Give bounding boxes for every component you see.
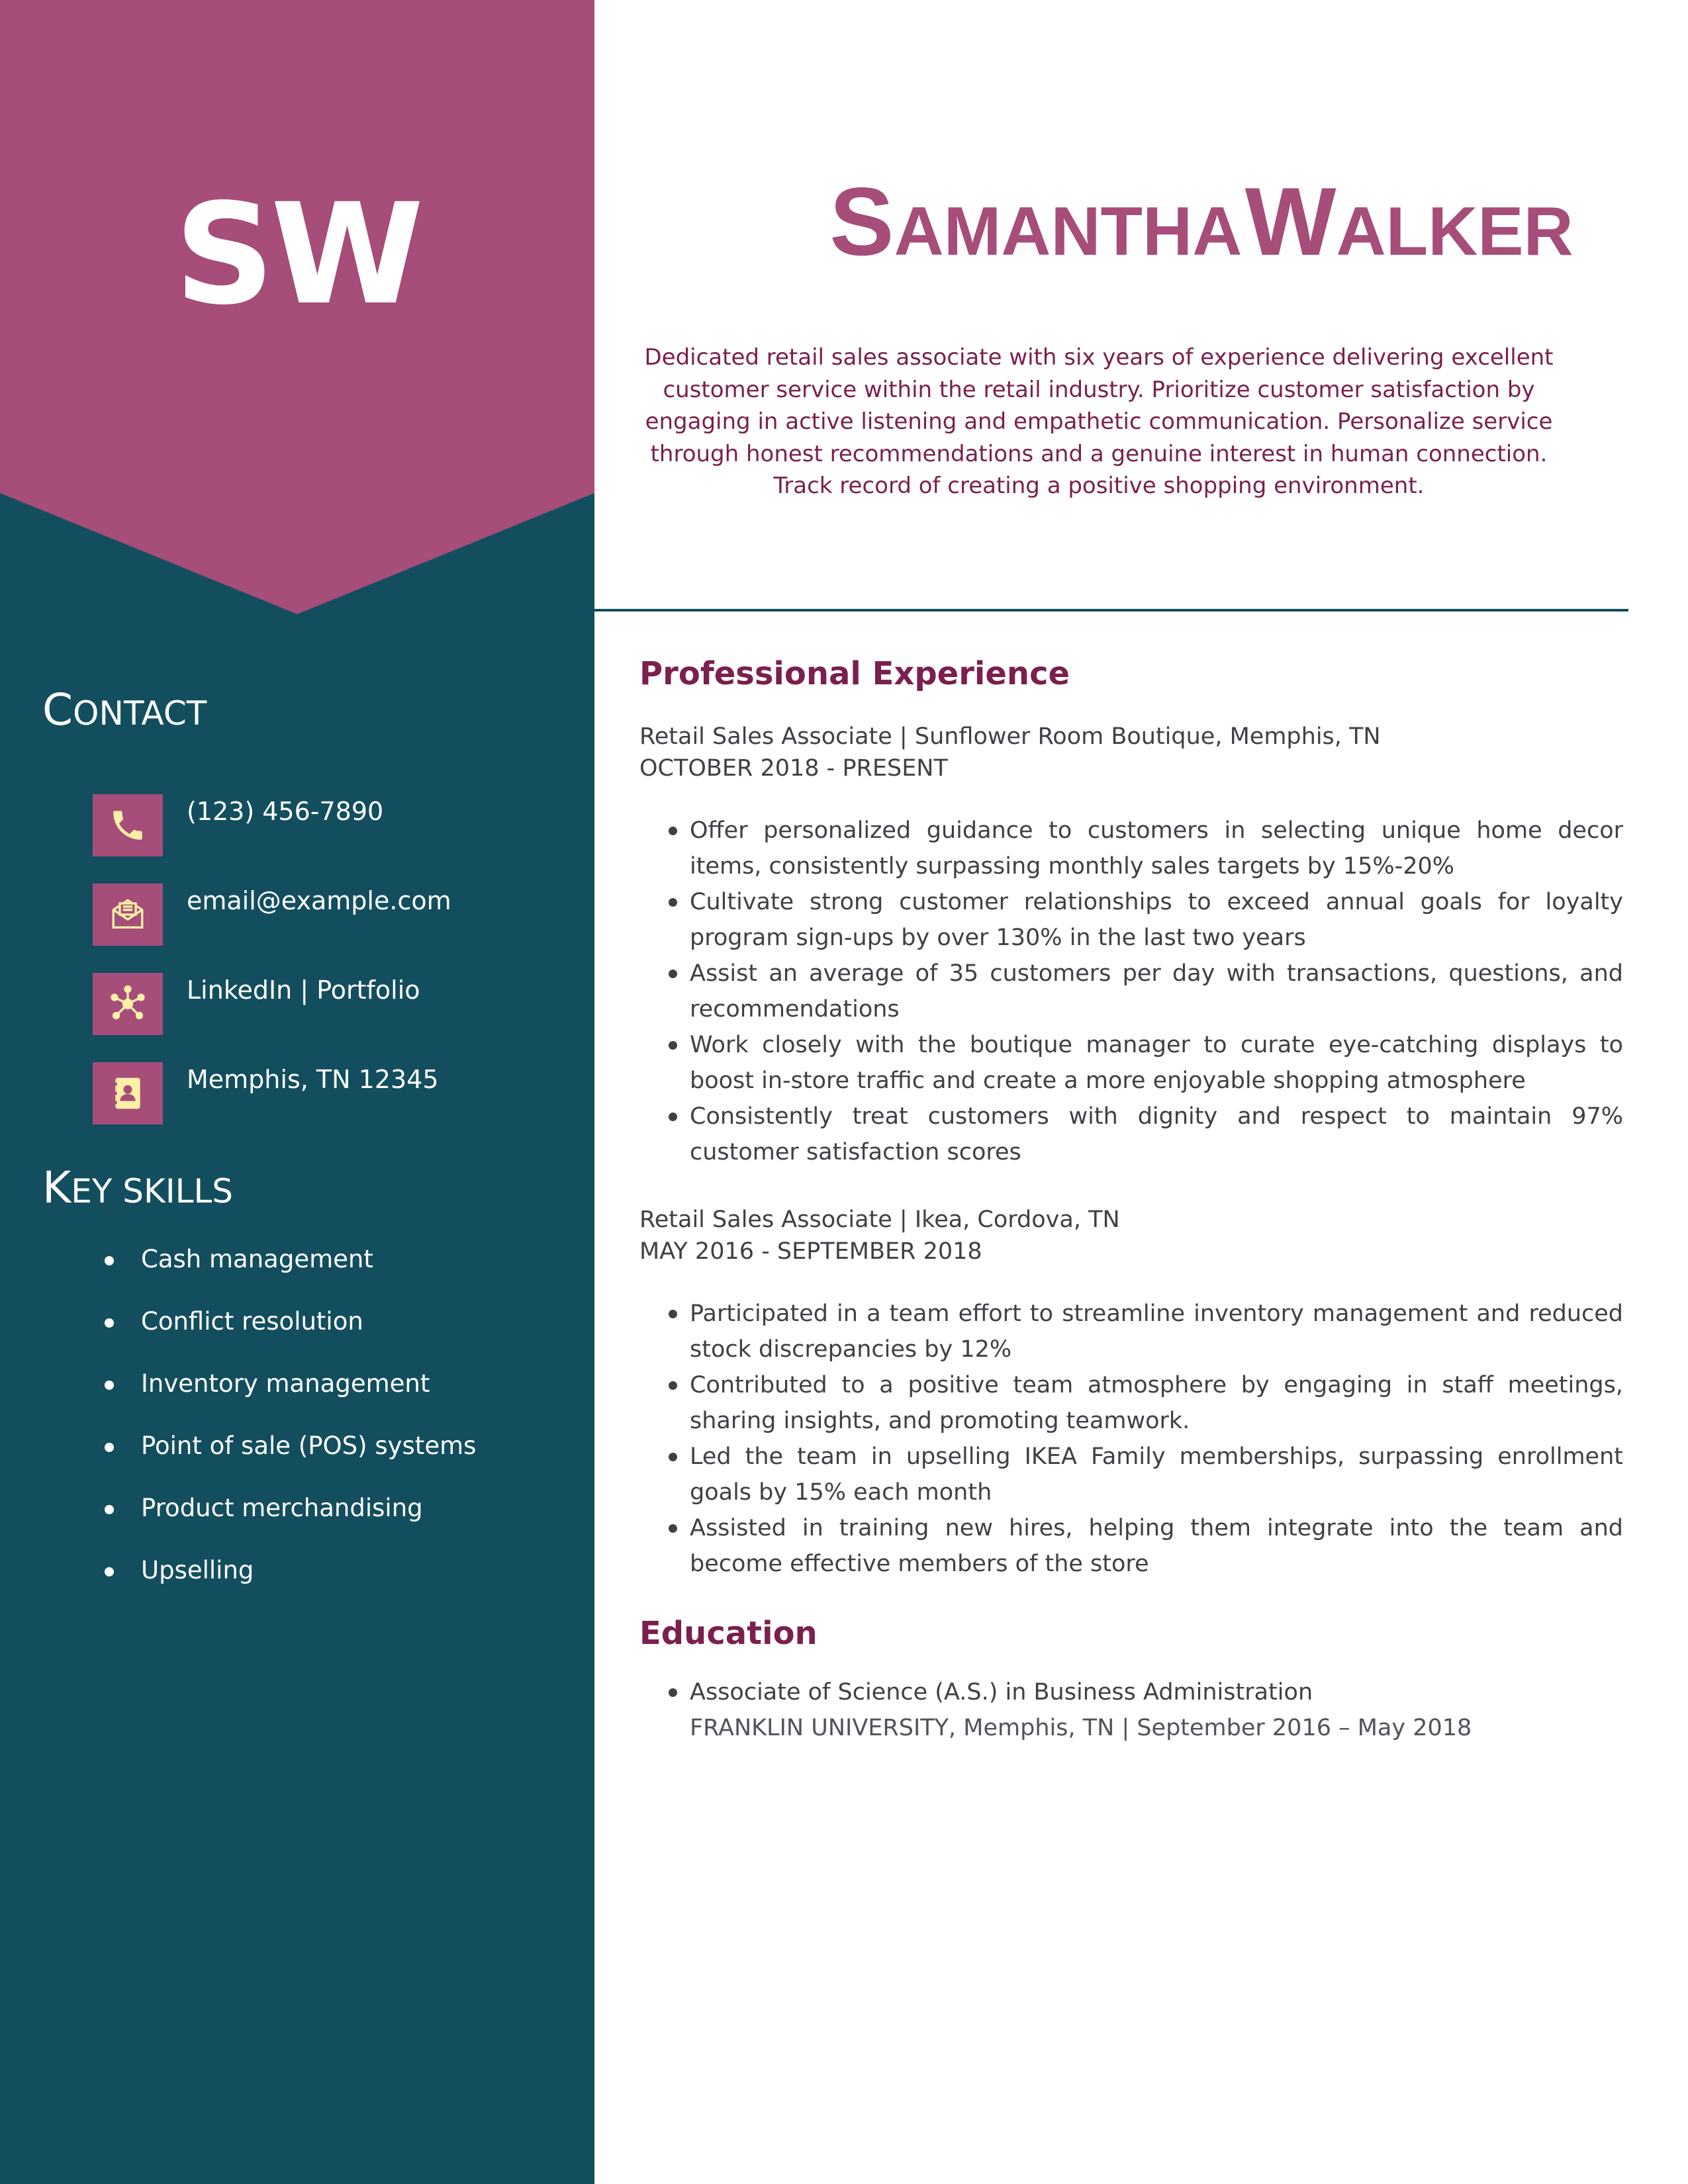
contact-phone[interactable]	[93, 794, 383, 858]
sidebar	[0, 0, 594, 2184]
skill-item: Inventory management	[0, 1355, 594, 1418]
contact-email[interactable]	[93, 884, 451, 947]
skill-item: Product merchandising	[0, 1480, 594, 1542]
job-bullet: Contributed to a positive team atmosphere by engaging in staff meetings, sharing insights, and promoting teamwork.	[690, 1367, 1623, 1439]
key-skills-heading: KEY SKILLS	[42, 1162, 234, 1213]
experience-heading: Professional Experience	[639, 655, 1070, 692]
job-bullets	[690, 813, 1623, 1170]
summary: Dedicated retail sales associate with six years of experience delivering excellent customer service within the retail industry. Prioritize customer satisfaction by engaging in active listening and empathetic communication. Personalize service through honest recommendations and a genuine interest in human connection. Track record of creating a positive shopping environment.	[644, 344, 1554, 499]
skills-list	[0, 1231, 594, 1604]
job-bullet: Cultivate strong customer relationships to exceed annual goals for loyalty program sign-ups by over 130% in the last two years	[690, 884, 1623, 956]
contact-links-text: LinkedIn | Portfolio	[187, 976, 420, 1005]
contact-links[interactable]	[93, 973, 420, 1036]
contact-phone-text: (123) 456-7890	[187, 797, 384, 826]
mail-icon	[93, 884, 163, 946]
phone-icon	[93, 794, 163, 856]
address-book-icon	[93, 1062, 163, 1124]
contact-address-text: Memphis, TN 12345	[187, 1065, 439, 1094]
job-bullet: Assisted in training new hires, helping them integrate into the team and become effective members of the store	[690, 1510, 1623, 1582]
skill-item: Upselling	[0, 1542, 594, 1604]
education-degree: Associate of Science (A.S.) in Business Administration	[690, 1674, 1313, 1710]
job-dates: OCTOBER 2018 - PRESENT	[639, 755, 948, 782]
job-bullet: Consistently treat customers with dignity and respect to maintain 97% customer satisfaction scores	[690, 1099, 1623, 1170]
job-title: Retail Sales Associate | Sunflower Room Boutique, Memphis, TN	[639, 723, 1381, 750]
education-heading: Education	[639, 1615, 818, 1652]
job-title: Retail Sales Associate | Ikea, Cordova, TN	[639, 1206, 1120, 1233]
education-detail: FRANKLIN UNIVERSITY, Memphis, TN | September 2016 – May 2018	[690, 1715, 1472, 1741]
header-divider	[594, 609, 1628, 612]
job-bullet: Offer personalized guidance to customers in selecting unique home decor items, consistently surpassing monthly sales targets by 15%-20%	[690, 813, 1623, 884]
contact-heading: CONTACT	[42, 684, 207, 735]
skill-item: Cash management	[0, 1231, 594, 1293]
job-bullet: Work closely with the boutique manager to curate eye-catching displays to boost in-store traffic and create a more enjoyable shopping atmosphere	[690, 1027, 1623, 1099]
monogram: SW	[174, 173, 420, 336]
job-dates: MAY 2016 - SEPTEMBER 2018	[639, 1238, 982, 1265]
skill-item: Point of sale (POS) systems	[0, 1418, 594, 1480]
contact-email-text: email@example.com	[187, 886, 451, 915]
skill-item: Conflict resolution	[0, 1293, 594, 1355]
candidate-name: SAMANTHA WALKER	[829, 167, 1573, 275]
job-bullet: Led the team in upselling IKEA Family memberships, surpassing enrollment goals by 15% each month	[690, 1439, 1623, 1510]
job-bullet: Participated in a team effort to streamline inventory management and reduced stock discrepancies by 12%	[690, 1296, 1623, 1367]
job-bullets	[690, 1296, 1623, 1582]
network-icon	[93, 973, 163, 1035]
contact-address[interactable]	[93, 1062, 439, 1126]
job-bullet: Assist an average of 35 customers per day with transactions, questions, and recommendations	[690, 956, 1623, 1027]
